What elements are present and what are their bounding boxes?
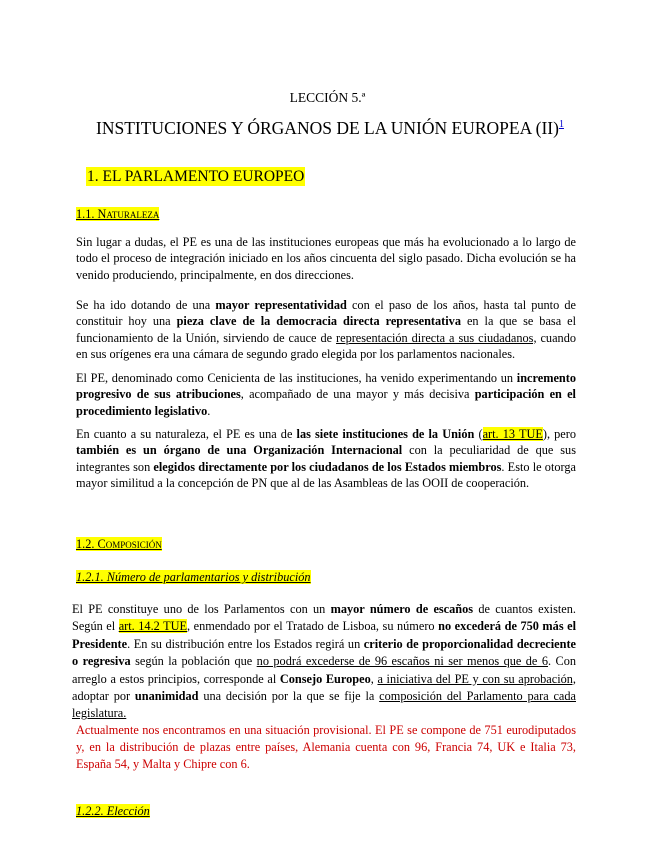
text-run: , <box>370 671 378 686</box>
paragraph-nature <box>76 426 576 491</box>
paragraph-attributions <box>76 370 576 419</box>
text-run: Se ha ido dotando de una <box>76 298 216 312</box>
subsection-heading-1-2 <box>76 537 162 551</box>
text-run: adoptar por <box>72 689 135 704</box>
bold-run: Consejo Europeo <box>279 671 371 686</box>
bold-run: participación en el procedimiento legislativo <box>76 387 576 418</box>
underlined-run: a iniciativa del PE y con su aprobación, <box>377 671 576 686</box>
subsection-heading-1-2-2 <box>76 804 150 818</box>
subsection-heading-1-2-text: 1.2. Composición <box>76 537 162 551</box>
subsection-heading-1-1-text: 1.1. Naturaleza <box>76 207 160 221</box>
bold-run: mayor representatividad <box>215 298 347 312</box>
text-run: según la población que <box>130 654 257 669</box>
bold-run: mayor número de escaños <box>330 602 474 616</box>
bold-run: elegidos directamente por los ciudadanos de los Estados miembros <box>153 459 502 474</box>
paragraph-evolution: Sin lugar a dudas, el PE es una de las instituciones europeas que más ha evolucionado a lo largo de todo el proceso de integración iniciado en los años cincuenta del siglo pasado. Dicha evolución se ha venido produciendo, principalmente, en dos direcciones. <box>76 235 576 282</box>
section-heading-1: 1. EL PARLAMENTO EUROPEO <box>87 168 305 185</box>
text-run: cuando en sus orígenes era una cámara de segundo grado elegida por los parlamentos nacionales. <box>76 330 576 361</box>
text-run: . <box>207 403 211 418</box>
lesson-label: LECCIÓN 5.ª <box>289 90 366 105</box>
text-run: en la que se basa el funcionamiento de la Unión, sirviendo de cauce de <box>76 314 577 345</box>
text-run: En cuanto a su naturaleza, el PE es una de <box>76 427 297 441</box>
page-title <box>60 118 600 139</box>
subsection-heading-1-1 <box>76 207 159 221</box>
paragraph-current-situation: Actualmente nos encontramos en una situación provisional. El PE se compone de 751 eurodiputados y, en la distribución de plazas entre países, Alemania cuenta con 96, Francia 74, UK e Italia 73, España 54, y Malta y Chipre con 6. <box>76 723 576 771</box>
page-title-text: INSTITUCIONES Y ÓRGANOS DE LA UNIÓN EUROPEA (II) <box>96 118 559 138</box>
bold-run: también es un órgano de una Organización Internacional <box>76 443 403 458</box>
subsection-heading-1-2-1-text: 1.2.1. Número de parlamentarios y distribución <box>76 570 311 584</box>
underlined-run: no podrá excederse de 96 escaños ni ser menos que de 6 <box>256 654 548 669</box>
bold-run: no excederá de 750 más el Presidente <box>72 619 577 651</box>
text-run: El PE constituye uno de los Parlamentos con un <box>72 602 331 616</box>
text-run: ), pero <box>542 427 577 441</box>
text-run: . Con arreglo a estos principios, corresponde al <box>72 654 577 686</box>
bold-run: incremento progresivo de sus atribuciones <box>76 371 576 402</box>
text-run: , enmendado por el Tratado de Lisboa, su número <box>187 619 439 634</box>
text-run: El PE, denominado como Cenicienta de las instituciones, ha venido experimentando un <box>76 371 517 385</box>
subsection-heading-1-2-2-text: 1.2.2. Elección <box>76 804 150 818</box>
subsection-heading-1-2-1 <box>76 570 311 584</box>
bold-run: pieza clave de la democracia directa representativa <box>176 314 461 329</box>
footnote-link[interactable]: 1 <box>558 119 564 131</box>
text-run: una decisión por la que se fije la <box>198 689 380 704</box>
paragraph-representativity <box>76 297 576 362</box>
text-run: de cuantos existen. Según el <box>72 602 576 634</box>
text-run: , acompañado de una mayor y más decisiva <box>240 387 475 402</box>
underlined-run: representación directa a sus ciudadanos, <box>336 330 537 345</box>
text-run: con la peculiaridad de que sus integrantes son <box>76 443 576 474</box>
text-run: con el paso de los años, hasta tal punto de constituir hoy una <box>76 298 576 329</box>
paragraph-seats <box>72 601 576 723</box>
text-run: . Esto le otorga mayor similitud a la concepción de PN que al de las Asambleas de las OOII de cooperación. <box>76 459 576 490</box>
text-run: ( <box>474 427 483 441</box>
article-reference: art. 14.2 TUE <box>118 619 188 634</box>
text-run: . En su distribución entre los Estados regirá un <box>127 636 364 651</box>
bold-run: unanimidad <box>134 689 199 704</box>
bold-run: criterio de proporcionalidad decreciente o regresiva <box>72 636 576 669</box>
article-reference: art. 13 TUE <box>482 427 543 441</box>
underlined-run: composición del Parlamento para cada legislatura. <box>72 689 576 721</box>
bold-run: las siete instituciones de la Unión <box>296 427 475 441</box>
